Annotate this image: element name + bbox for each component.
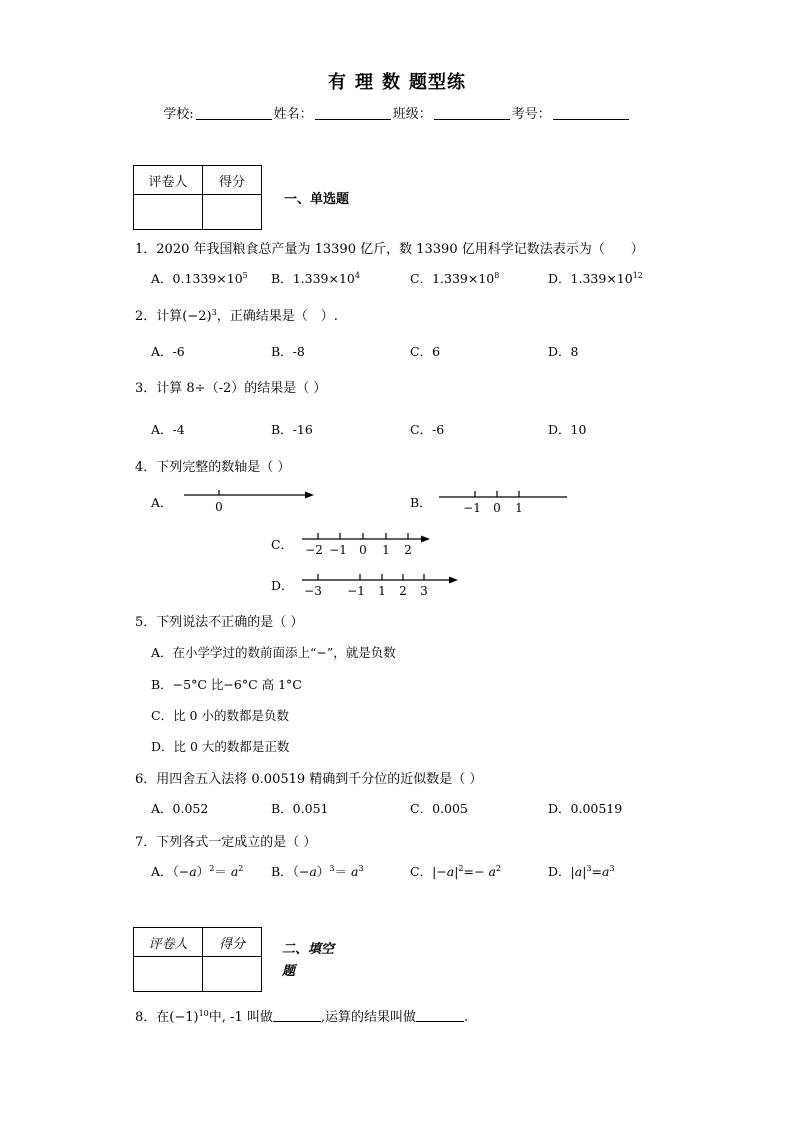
tick-label: 1 [515, 501, 523, 515]
exponent: 5 [242, 271, 248, 280]
question-7: 7．下列各式一定成立的是（ ） [135, 835, 317, 850]
q5-option-c[interactable]: C．比 0 小的数都是负数 [151, 708, 289, 723]
exponent: 10 [198, 1009, 209, 1018]
option-label: B． [271, 271, 293, 286]
option-text: ） [316, 864, 330, 879]
section-heading-line: 二、填空 [282, 942, 335, 957]
q5-option-b[interactable]: B．−5°C 比−6°C 高 1°C [151, 677, 302, 692]
q2-expression: (−2) [182, 309, 212, 324]
q4-option-b-label[interactable]: B． [410, 495, 432, 510]
tick-label: −1 [463, 501, 481, 515]
name-field[interactable] [315, 107, 391, 120]
q1-option-a[interactable] [151, 269, 248, 287]
tick-label: 0 [493, 501, 501, 515]
number-line-c [298, 527, 438, 559]
exponent: 2 [238, 864, 244, 873]
tick-label: 0 [215, 500, 223, 514]
q7-option-b[interactable] [271, 862, 364, 880]
exponent: 3 [586, 864, 592, 873]
tick-label: 2 [404, 543, 412, 557]
exponent: 3 [329, 864, 335, 873]
exponent: 2 [495, 864, 501, 873]
answer-blank[interactable] [416, 1011, 464, 1022]
q2-option-b[interactable]: B．-8 [271, 344, 305, 359]
option-text: =− [463, 864, 485, 879]
q8-prefix: 8．在 [135, 1010, 170, 1025]
q8-text: . [463, 1010, 469, 1025]
tick-label: 3 [420, 584, 428, 598]
answer-blank[interactable] [273, 1011, 321, 1022]
q2-option-d[interactable]: D．8 [548, 344, 579, 359]
variable: a [230, 864, 239, 879]
score-header: 得分 [203, 928, 262, 957]
option-value: 1.339×10 [570, 271, 633, 286]
q5-option-a[interactable]: A．在小学学过的数前面添上“−”，就是负数 [151, 645, 396, 660]
q8-expression: (−1) [169, 1010, 199, 1025]
exponent: 12 [632, 271, 643, 280]
option-text: = [591, 864, 602, 879]
option-text: B．（− [271, 864, 310, 879]
name-label: 姓名： [273, 107, 313, 122]
number-line-b [435, 485, 575, 515]
option-text: | [454, 864, 459, 879]
variable: a [309, 864, 317, 879]
class-label: 班级： [392, 107, 432, 122]
title-part: 题型练 [409, 72, 466, 93]
option-text: D．| [548, 864, 575, 879]
variable: a [574, 864, 583, 879]
title-part: 理 [355, 72, 374, 93]
question-6: 6．用四舍五入法将 0.00519 精确到千分位的近似数是（ ） [135, 772, 483, 787]
exam-no-label: 考号： [511, 107, 551, 122]
exponent: 3 [358, 864, 364, 873]
option-text: | [582, 864, 587, 879]
variable: a [189, 864, 197, 879]
exponent: 2 [209, 864, 215, 873]
tick-label: 1 [378, 584, 386, 598]
score-cell[interactable] [203, 957, 262, 992]
tick-label: −1 [329, 543, 347, 557]
score-table [133, 927, 262, 992]
exponent: 3 [609, 864, 615, 873]
tick-label: −2 [305, 543, 323, 557]
question-3: 3．计算 8÷（-2）的结果是（ ） [135, 381, 327, 396]
score-header: 得分 [203, 166, 262, 195]
number-line-d [298, 568, 468, 600]
page-title [0, 68, 794, 94]
option-label: C． [410, 271, 433, 286]
reviewer-header: 评卷人 [134, 166, 203, 195]
section-heading: 一、单选题 [284, 192, 350, 207]
q6-option-b[interactable]: B．0.051 [271, 801, 329, 816]
question-8 [135, 1006, 468, 1025]
question-5: 5．下列说法不正确的是（ ） [135, 615, 304, 630]
option-value: 1.339×10 [292, 271, 355, 286]
title-part: 有 [328, 72, 347, 93]
question-1: 1．2020 年我国粮食总产量为 13390 亿斤，数 13390 亿用科学记数法表示为（ ） [135, 242, 644, 257]
score-cell[interactable] [203, 195, 262, 230]
section-heading-line: 题 [282, 964, 296, 979]
q6-option-c[interactable]: C．0.005 [410, 801, 468, 816]
reviewer-header: 评卷人 [134, 928, 203, 957]
exponent: 2 [458, 864, 464, 873]
q8-text: 中, -1 叫做 [208, 1010, 273, 1025]
q7-option-a[interactable] [151, 862, 243, 880]
q2-option-a[interactable]: A．-6 [151, 344, 185, 359]
score-table [133, 165, 262, 230]
option-value: 0.1339×10 [172, 271, 243, 286]
q2-prefix: 2．计算 [135, 309, 183, 324]
tick-label: 2 [399, 584, 407, 598]
q4-option-a-label[interactable]: A． [151, 495, 173, 510]
section-heading-2 [282, 939, 334, 983]
option-text: ＝ [334, 864, 347, 879]
tick-label: −3 [304, 584, 322, 598]
school-field[interactable] [196, 107, 272, 120]
q2-suffix: ，正确结果是（ ）. [216, 309, 338, 324]
q5-option-d[interactable]: D．比 0 大的数都是正数 [151, 739, 290, 754]
reviewer-cell[interactable] [134, 957, 203, 992]
question-4: 4．下列完整的数轴是（ ） [135, 460, 291, 475]
student-info-line [0, 103, 794, 122]
option-label: D． [548, 271, 571, 286]
variable: a [601, 864, 610, 879]
q1-option-b[interactable] [271, 269, 360, 287]
option-value: 1.339×10 [432, 271, 495, 286]
variable: a [446, 864, 455, 879]
exponent: 3 [211, 308, 217, 317]
q8-text: ,运算的结果叫做 [320, 1010, 416, 1025]
option-text: ＝ [214, 864, 227, 879]
q3-option-b[interactable]: B．-16 [271, 422, 313, 437]
number-line-a [180, 485, 320, 515]
option-text: ） [196, 864, 210, 879]
q3-option-d[interactable]: D．10 [548, 422, 587, 437]
title-part: 数 [382, 72, 401, 93]
q1-option-d[interactable] [548, 269, 643, 287]
q3-option-c[interactable]: C．-6 [410, 422, 445, 437]
q7-option-c[interactable] [410, 862, 501, 880]
q7-option-d[interactable] [548, 862, 615, 880]
q3-option-a[interactable]: A．-4 [151, 422, 185, 437]
option-text: A．（− [151, 864, 190, 879]
q6-option-a[interactable]: A．0.052 [151, 801, 209, 816]
option-label: A． [151, 271, 173, 286]
variable: a [350, 864, 359, 879]
school-label: 学校: [163, 107, 194, 122]
tick-label: −1 [347, 584, 365, 598]
q4-option-d-label[interactable]: D． [271, 578, 294, 593]
question-2 [135, 305, 338, 324]
q4-option-c-label[interactable]: C． [271, 537, 294, 552]
tick-label: 0 [359, 543, 367, 557]
tick-label: 1 [382, 543, 390, 557]
option-text: C．|− [410, 864, 447, 879]
q2-option-c[interactable]: C．6 [410, 344, 441, 359]
variable: a [488, 864, 496, 879]
class-field[interactable] [434, 107, 510, 120]
q1-option-c[interactable] [410, 269, 499, 287]
exponent: 4 [354, 271, 360, 280]
exponent: 8 [494, 271, 500, 280]
q6-option-d[interactable]: D．0.00519 [548, 801, 623, 816]
reviewer-cell[interactable] [134, 195, 203, 230]
exam-no-field[interactable] [553, 107, 629, 120]
